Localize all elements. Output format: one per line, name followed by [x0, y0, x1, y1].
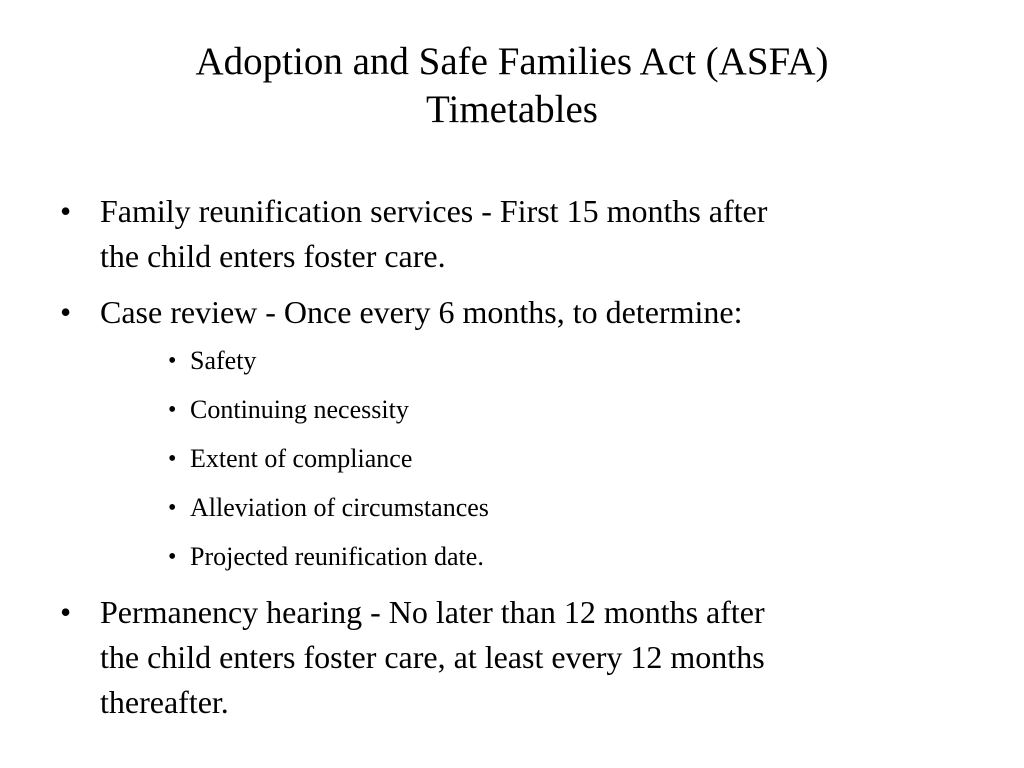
- sub-bullet-icon: •: [168, 544, 177, 570]
- title-line-2: Timetables: [426, 88, 598, 131]
- slide-title: [0, 38, 1024, 134]
- bullet-item-permanency-hearing: [56, 590, 976, 725]
- bullet-icon: •: [60, 193, 72, 229]
- sub-bullet-item: [56, 541, 976, 573]
- bullet-text-line: thereafter.: [100, 684, 229, 720]
- sub-bullet-text: Safety: [190, 346, 257, 375]
- sub-bullet-item: [56, 345, 976, 377]
- sub-bullet-item: [56, 394, 976, 426]
- sub-bullet-icon: •: [168, 397, 177, 423]
- bullet-text-line: Case review - Once every 6 months, to determine:: [100, 294, 743, 330]
- bullet-item-reunification-services: [56, 189, 976, 279]
- sub-bullet-text: Continuing necessity: [190, 395, 409, 424]
- bullet-text-line: the child enters foster care, at least every 12 months: [100, 639, 765, 675]
- sub-bullet-item: [56, 443, 976, 475]
- sub-bullet-icon: •: [168, 446, 177, 472]
- bullet-list: [56, 189, 976, 725]
- sub-bullet-text: Alleviation of circumstances: [190, 493, 489, 522]
- sub-bullet-text: Projected reunification date.: [190, 542, 484, 571]
- sub-bullet-icon: •: [168, 495, 177, 521]
- bullet-text-line: Permanency hearing - No later than 12 months after: [100, 594, 765, 630]
- sub-bullet-icon: •: [168, 348, 177, 374]
- bullet-item-case-review: [56, 290, 976, 335]
- sub-bullet-text: Extent of compliance: [190, 444, 413, 473]
- bullet-icon: •: [60, 294, 72, 330]
- sub-bullet-item: [56, 492, 976, 524]
- title-line-1: Adoption and Safe Families Act (ASFA): [195, 40, 829, 83]
- bullet-icon: •: [60, 594, 72, 630]
- bullet-text-line: the child enters foster care.: [100, 238, 446, 274]
- bullet-text-line: Family reunification services - First 15 months after: [100, 193, 768, 229]
